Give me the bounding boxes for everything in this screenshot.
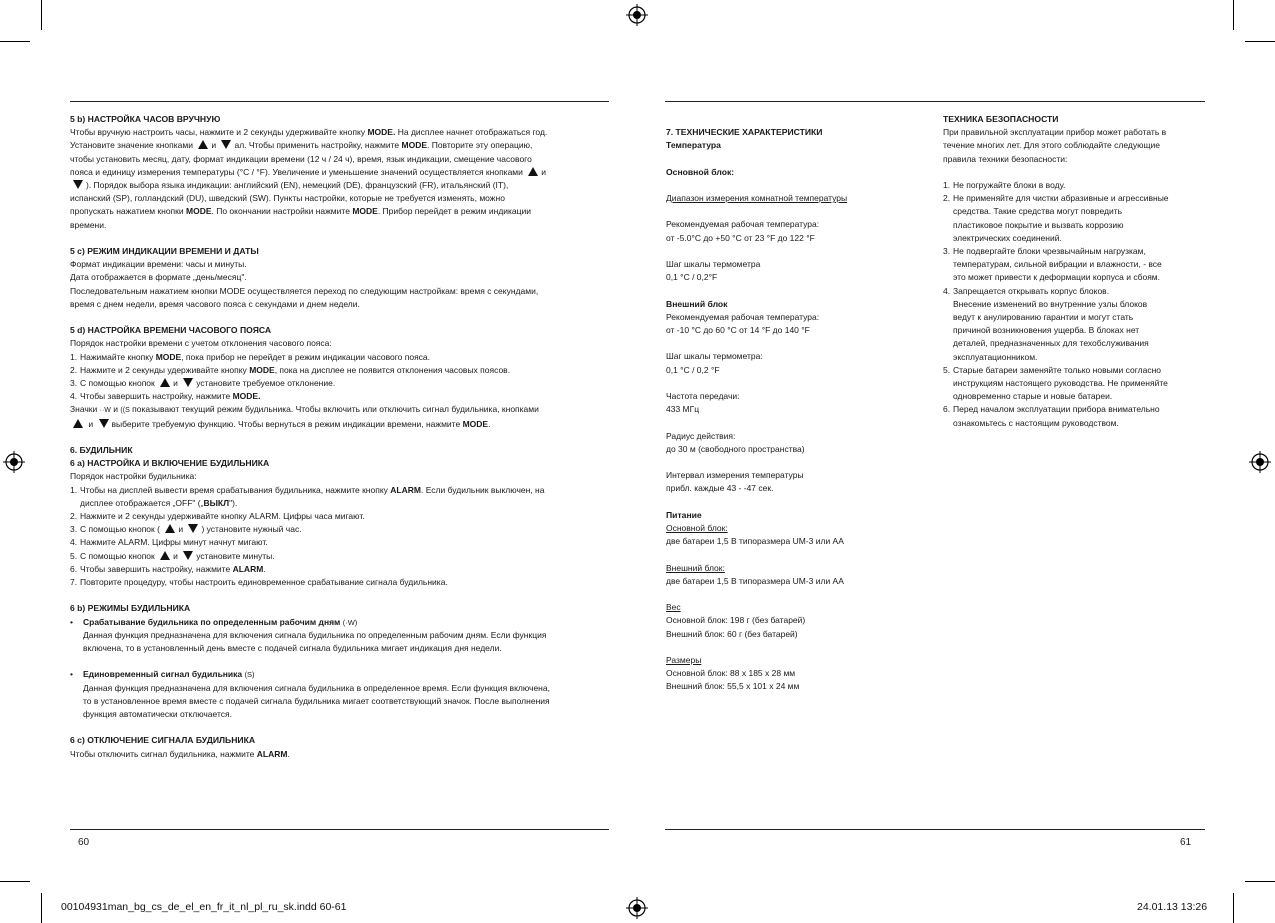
list-item: 2. Нажмите и 2 секунды удерживайте кнопку MODE, пока на дисплее не появится отклонения часовых поясов. — [70, 364, 511, 375]
subheading-temperature: Температура — [666, 140, 721, 151]
crop-mark — [1233, 893, 1234, 923]
crop-mark — [1245, 41, 1275, 42]
list-item: 3. С помощью кнопок и установите требуемое отклонение. — [70, 378, 336, 389]
bottom-rule-right — [665, 829, 1205, 830]
safety-item: 5. Старые батареи заменяйте только новыми согласно инструкциям настоящего руководства. Не применяйте одновременно старые и новые батареи. — [943, 364, 1168, 402]
safety-item: 1. Не погружайте блоки в воду. — [943, 180, 1066, 190]
section-heading: 5 d) НАСТРОЙКА ВРЕМЕНИ ЧАСОВОГО ПОЯСА — [70, 325, 272, 336]
tech-specs-column: 7. ТЕХНИЧЕСКИЕ ХАРАКТЕРИСТИКИ Температура Основной блок: Диапазон измерения комнатной температуры Рекомендуемая рабочая температура: от -5.0°C до +50 °C от 23 °F до 122 °F Шаг шкалы термометра 0,1 °C / 0,2°F Внешний блок Рекомендуемая рабочая температура: от -10 °C до 60 °C от 14 °F до 140 °F Шаг шкалы термометра: 0,1 °C / 0,2 °F Частота передачи: 433 МГц Радиус действия: до 30 м (свободного пространства) Интервал измерения температуры прибл. каждые 43 - -47 сек. Питание Основной блок: две батареи 1,5 В типоразмера UM-3 или АА Внешний блок: две батареи 1,5 В типоразмера UM-3 или АА Вес Основной блок: 198 г (без батарей) Внешний блок: 60 г (без батарей) Размеры Основной блок: 88 x 185 x 28 мм Внешний блок: 55,5 x 101 x 24 мм — [666, 126, 931, 694]
crop-mark — [41, 893, 42, 923]
top-rule-right — [665, 101, 1205, 102]
main-unit-label: Основной блок: — [666, 166, 735, 177]
down-arrow-icon — [183, 551, 193, 560]
workday-alarm-icon: ··W — [99, 407, 111, 415]
up-arrow-icon — [198, 140, 208, 149]
top-rule-left — [70, 101, 609, 102]
up-arrow-icon — [160, 378, 170, 387]
page-number-left: 60 — [78, 837, 90, 848]
crop-mark — [1245, 881, 1275, 882]
crop-mark — [0, 41, 30, 42]
section-6c: 6 c) ОТКЛЮЧЕНИЕ СИГНАЛА БУДИЛЬНИКА Чтобы отключить сигнал будильника, нажмите ALARM. — [70, 734, 610, 760]
safety-item: 4. Запрещается открывать корпус блоков. Внесение изменений во внутренние узлы блоков ведут к анулированию гарантии и могут стать причиной возникновения ущерба. В блоках нет деталей, предназначенных для техобслуживания эксплуатационником. — [943, 285, 1149, 362]
section-heading: 6. БУДИЛЬНИК — [70, 445, 133, 456]
down-arrow-icon — [188, 524, 198, 533]
list-item: 6. Чтобы завершить настройку, нажмите ALARM. — [70, 563, 266, 574]
registration-mark-icon — [626, 897, 648, 919]
list-item: 2. Нажмите и 2 секунды удерживайте кнопку ALARM. Цифры часа мигают. — [70, 511, 365, 522]
workday-alarm-icon: (·W) — [342, 617, 358, 627]
section-heading: 7. ТЕХНИЧЕСКИЕ ХАРАКТЕРИСТИКИ — [666, 127, 823, 137]
section-5c: 5 c) РЕЖИМ ИНДИКАЦИИ ВРЕМЕНИ И ДАТЫ Формат индикации времени: часы и минуты. Дата отображается в формате „день/месяц". Последовательным нажатием кнопки MODE осуществляется переход по следующим настройкам: время с секундами, время с днем недели, время часового пояса с секундами и днем недели. — [70, 245, 610, 311]
page-number-right: 61 — [1180, 837, 1192, 848]
down-arrow-icon — [73, 180, 83, 189]
section-5b: 5 b) НАСТРОЙКА ЧАСОВ ВРУЧНУЮ Чтобы вручную настроить часы, нажмите и 2 секунды удерживайте кнопку MODE. На дисплее начнет отображаться год. Установите значение кнопками и ал. Чтобы применить настройку, нажмите MODE. Повторите эту операцию, чтобы установить месяц, дату, формат индикации времени (12 ч / 24 ч), время, язык индикации, смещение часового пояса и единицу измерения температуры (°C / °F). Увеличение и уменьшение значений осуществляется кнопками и ). Порядок выбора языка индикации: английский (EN), немецкий (DE), французский (FR), итальянский (IT), испанский (SP), голландский (DU), шведский (SW). Пункты настройки, которые не требуется изменять, можно пропускать нажатием кнопки MODE. По окончании настройки нажмите MODE. Прибор перейдет в режим индикации времени. — [70, 113, 610, 232]
list-item: 3. С помощью кнопок ( и ) установите нужный час. — [70, 524, 302, 535]
footer-datetime: 24.01.13 13:26 — [1137, 901, 1208, 913]
single-alarm-icon: (S) — [244, 670, 255, 680]
power-label: Питание — [666, 509, 702, 520]
down-arrow-icon — [221, 140, 231, 149]
section-subheading: 6 a) НАСТРОЙКА И ВКЛЮЧЕНИЕ БУДИЛЬНИКА — [70, 458, 270, 469]
single-alarm-icon: ((S — [120, 407, 130, 415]
safety-item: 6. Перед началом эксплуатации прибора внимательно ознакомьтесь с настоящим руководством. — [943, 404, 1160, 428]
registration-mark-icon — [3, 451, 25, 473]
section-heading: 6 c) ОТКЛЮЧЕНИЕ СИГНАЛА БУДИЛЬНИКА — [70, 735, 256, 746]
list-item: 4. Чтобы завершить настройку, нажмите MODE. — [70, 391, 261, 402]
list-item: 4. Нажмите ALARM. Цифры минут начнут мигают. — [70, 537, 268, 548]
up-arrow-icon — [528, 167, 538, 176]
registration-mark-icon — [626, 4, 648, 26]
up-arrow-icon — [160, 551, 170, 560]
up-arrow-icon — [73, 419, 83, 428]
section-heading: 5 b) НАСТРОЙКА ЧАСОВ ВРУЧНУЮ — [70, 114, 221, 124]
crop-mark — [1233, 0, 1234, 30]
safety-list — [943, 179, 1205, 430]
list-item: 1. Чтобы на дисплей вывести время срабатывания будильника, нажмите кнопку ALARM. Если будильник выключен, на дисплее отображается „OFF" („ВЫКЛ"). — [70, 484, 545, 508]
section-6: 6. БУДИЛЬНИК 6 a) НАСТРОЙКА И ВКЛЮЧЕНИЕ БУДИЛЬНИКА Порядок настройки будильника: 1. Чтобы на дисплей вывести время срабатывания будильника, нажмите кнопку ALARM. Если будильник выключен, на дисплее отображается „OFF" („ВЫКЛ"). 2. Нажмите и 2 секунды удерживайте кнопку ALARM. Цифры часа мигают. 3. С помощью кнопок ( и ) установите нужный час. 4. Нажмите ALARM. Цифры минут начнут мигают. 5. С помощью кнопок и установите минуты. 6. Чтобы завершить настройку, нажмите ALARM. 7. Повторите процедуру, чтобы настроить единовременное срабатывание сигнала будильника. — [70, 444, 610, 589]
safety-item: 3. Не подвергайте блоки чрезвычайным нагрузкам, температурам, сильной вибрации и влажности, - все это может привести к деформации корпуса и сбоям. — [943, 246, 1162, 283]
list-item: 1. Нажимайте кнопку MODE, пока прибор не перейдет в режим индикации часового пояса. — [70, 351, 431, 362]
section-heading: 5 c) РЕЖИМ ИНДИКАЦИИ ВРЕМЕНИ И ДАТЫ — [70, 246, 259, 257]
left-page-column — [70, 113, 610, 761]
section-heading: ТЕХНИКА БЕЗОПАСНОСТИ — [943, 114, 1059, 124]
list-item: 5. С помощью кнопок и установите минуты. — [70, 550, 275, 561]
registration-mark-icon — [1249, 451, 1271, 473]
list-item: 7. Повторите процедуру, чтобы настроить единовременное срабатывание сигнала будильника. — [70, 577, 448, 588]
down-arrow-icon — [99, 419, 109, 428]
down-arrow-icon — [183, 378, 193, 387]
list-item: • Единовременный сигнал будильника (S) Данная функция предназначена для включения сигнала будильника в определенное время. Если функция включена, то в установленное время вместе с подачей сигнала будильника мигает соответствующий значок. После выполнения функция автоматически отключается. — [70, 669, 550, 720]
up-arrow-icon — [165, 524, 175, 533]
list-item: • Срабатывание будильника по определенным рабочим дням (·W) Данная функция предназначена для включения сигнала будильника по определенным рабочим дням. Если функция включена, то в установленный день вместе с подачей сигнала будильника мигает индикация дня недели. — [70, 616, 547, 654]
section-6b — [70, 602, 610, 721]
crop-mark — [0, 881, 30, 882]
safety-item: 2. Не применяйте для чистки абразивные и агрессивные средства. Такие средства могут повредить пластиковое покрытие и вызвать коррозию электрических соединений. — [943, 193, 1169, 243]
footer-filename: 00104931man_bg_cs_de_el_en_fr_it_nl_pl_ru_sk.indd 60-61 — [61, 901, 347, 913]
crop-mark — [41, 0, 42, 30]
outer-unit-label: Внешний блок — [666, 298, 728, 309]
section-5d: 5 d) НАСТРОЙКА ВРЕМЕНИ ЧАСОВОГО ПОЯСА Порядок настройки времени с учетом отклонения часового пояса: 1. Нажимайте кнопку MODE, пока прибор не перейдет в режим индикации часового пояса. 2. Нажмите и 2 секунды удерживайте кнопку MODE, пока на дисплее не появится отклонения часовых поясов. 3. С помощью кнопок и установите требуемое отклонение. 4. Чтобы завершить настройку, нажмите MODE. Значки ··W и ((S показывают текущий режим будильника. Чтобы включить или отключить сигнал будильника, кнопками и выберите требуемую функцию. Чтобы вернуться в режим индикации времени, нажмите MODE. — [70, 324, 610, 431]
safety-column: ТЕХНИКА БЕЗОПАСНОСТИ При правильной эксплуатации прибор может работать в течение многих лет. Для этого соблюдайте следующие правила техники безопасности: 1. Не погружайте блоки в воду. 2. Не применяйте для чистки абразивные и агрессивные средства. Такие средства могут повредить пластиковое покрытие и вызвать коррозию электрических соединений. 3. Не подвергайте блоки чрезвычайным нагрузкам, температурам, сильной вибрации и влажности, - все это может привести к деформации корпуса и сбоям. 4. Запрещается открывать корпус блоков. Внесение изменений во внутренние узлы блоков ведут к анулированию гарантии и могут стать причиной возникновения ущерба. В блоках нет деталей, предназначенных для техобслуживания эксплуатационником. 5. Старые батареи заменяйте только новыми согласно инструкциям настоящего руководства. Не применяйте одновременно старые и новые батареи. 6. Перед началом эксплуатации прибора внимательно ознакомьтесь с настоящим руководством. — [943, 113, 1205, 430]
section-heading: 6 b) РЕЖИМЫ БУДИЛЬНИКА — [70, 603, 191, 614]
bottom-rule-left — [70, 829, 609, 830]
